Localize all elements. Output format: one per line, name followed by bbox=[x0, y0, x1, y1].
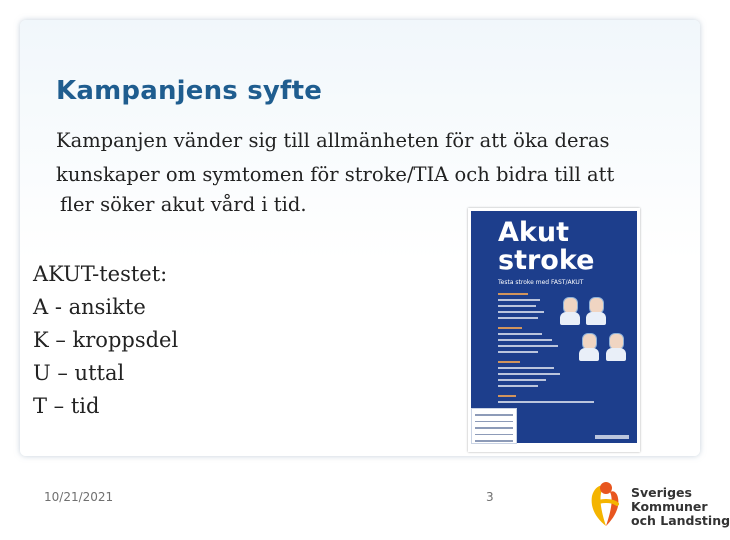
poster-text-line bbox=[498, 317, 538, 319]
campaign-poster bbox=[468, 208, 640, 452]
purpose-line: fler söker akut vård i tid. bbox=[60, 193, 307, 216]
poster-text-line bbox=[498, 361, 520, 363]
poster-title-line: Akut bbox=[498, 217, 569, 248]
poster-body-illustration bbox=[560, 312, 580, 325]
logo-line: Kommuner bbox=[631, 499, 708, 514]
poster-title bbox=[498, 219, 594, 275]
purpose-line: Kampanjen vänder sig till allmänheten för att öka deras bbox=[56, 129, 610, 152]
logo-line: Sveriges bbox=[631, 485, 692, 500]
poster-text-line bbox=[498, 305, 536, 307]
poster-text-line bbox=[498, 333, 542, 335]
akut-test-list bbox=[33, 258, 178, 423]
poster-text-line bbox=[498, 385, 538, 387]
poster-subtitle: Testa stroke med FAST/AKUT bbox=[498, 279, 584, 286]
poster-text-line bbox=[498, 351, 538, 353]
poster-body-illustration bbox=[586, 312, 606, 325]
poster-text-line bbox=[498, 293, 528, 295]
poster-body-illustration bbox=[579, 348, 599, 361]
poster-text-line bbox=[498, 345, 558, 347]
slide-title: Kampanjens syfte bbox=[56, 76, 323, 106]
purpose-line: kunskaper om symtomen för stroke/TIA och bidra till att bbox=[56, 163, 615, 186]
poster-body-illustration bbox=[606, 348, 626, 361]
akut-item-a: A - ansikte bbox=[33, 295, 146, 319]
akut-item-t: T – tid bbox=[33, 394, 100, 418]
poster-info-box bbox=[471, 408, 517, 444]
akut-item-k: K – kroppsdel bbox=[33, 328, 179, 352]
slide-number: 3 bbox=[486, 490, 494, 504]
poster-text-line bbox=[498, 339, 552, 341]
logo-line: och Landsting bbox=[631, 513, 730, 528]
slide-date: 10/21/2021 bbox=[44, 490, 114, 504]
poster-text-line bbox=[498, 379, 546, 381]
poster-text-line bbox=[498, 401, 594, 403]
akut-heading: AKUT-testet: bbox=[33, 262, 168, 286]
poster-text-line bbox=[498, 299, 540, 301]
poster-text-line bbox=[498, 373, 560, 375]
poster-text-line bbox=[498, 367, 554, 369]
purpose-paragraph bbox=[56, 124, 676, 218]
poster-text-line bbox=[498, 311, 544, 313]
poster-logo-mark bbox=[595, 435, 629, 439]
poster-title-line: stroke bbox=[498, 245, 595, 276]
akut-item-u: U – uttal bbox=[33, 361, 125, 385]
skl-figure-icon bbox=[586, 478, 626, 530]
poster-text-line bbox=[498, 327, 522, 329]
skl-logo-text bbox=[631, 486, 730, 528]
poster-text-line bbox=[498, 395, 516, 397]
